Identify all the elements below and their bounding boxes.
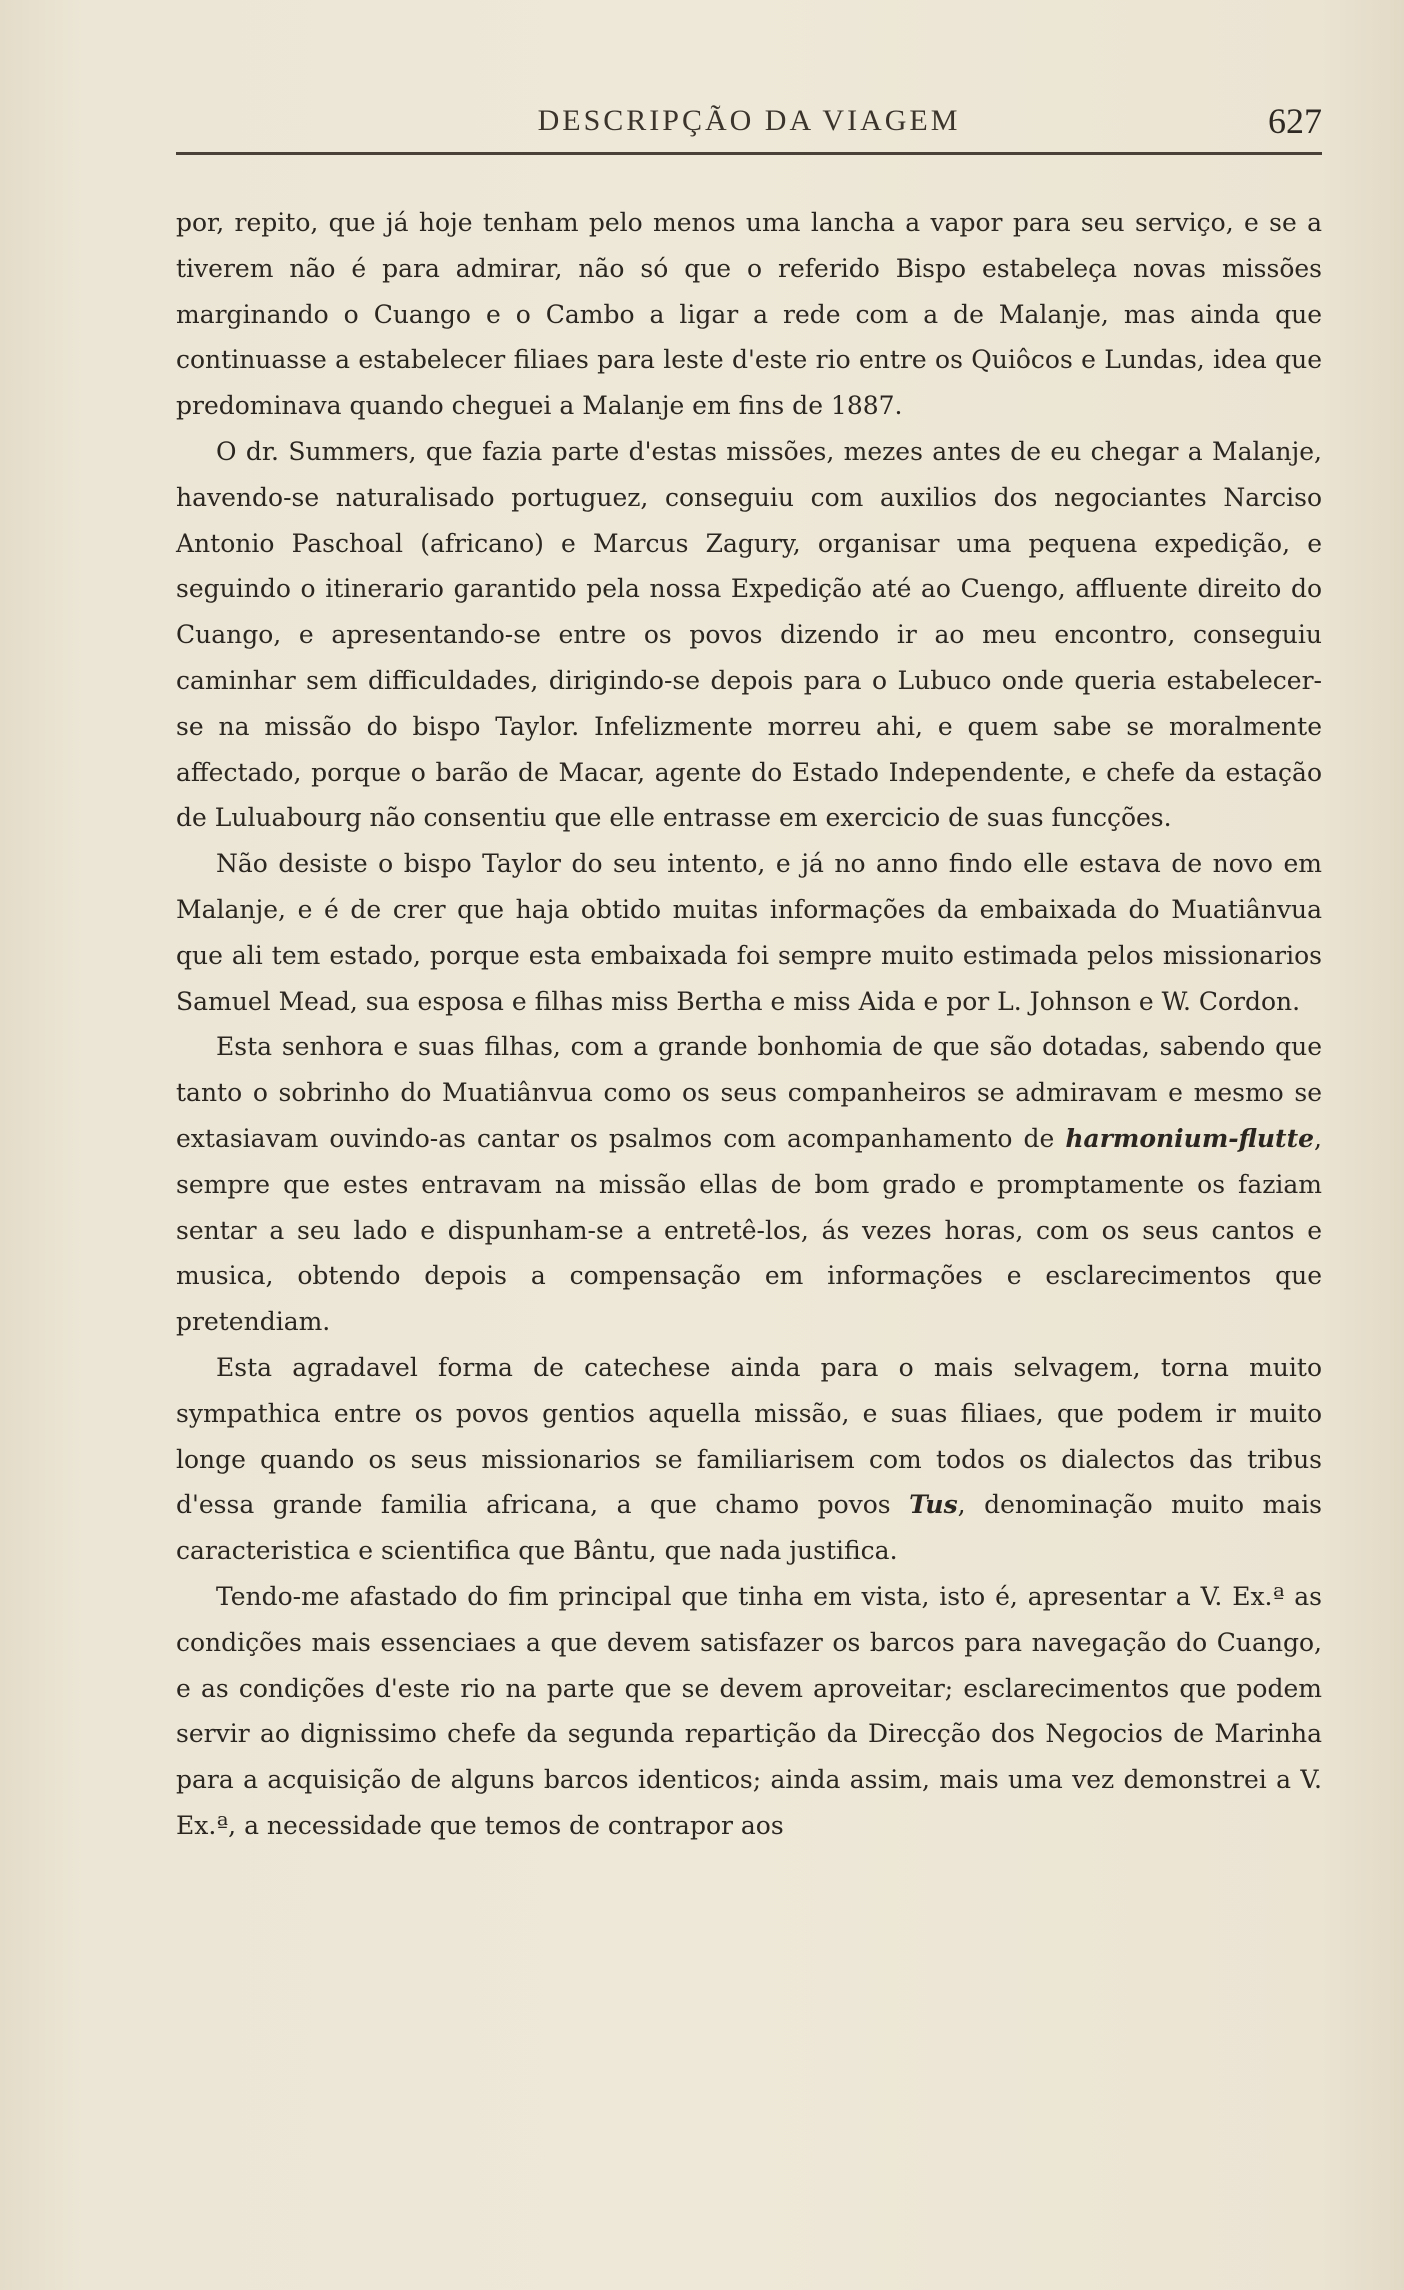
paragraph-6: Tendo-me afastado do fim principal que tinha em vista, isto é, apresentar a V. Ex.ª as condições mais essenciaes a que devem satisfazer os barcos para navegação do Cuango, e as condições d'este rio na parte que se devem aproveitar; esclarecimentos que podem servir ao dignissimo chefe da segunda repartição da Direcção dos Negocios de Marinha para a acquisição de alguns barcos identicos; ainda assim, mais uma vez demonstrei a V. Ex.ª, a necessidade que temos de contrapor aos <box>176 1581 1322 1840</box>
running-title: DESCRIPÇÃO DA VIAGEM <box>537 104 961 137</box>
header-rule <box>176 152 1322 155</box>
paragraph-4-after: , sempre que estes entravam na missão ellas de bom grado e promptamente os faziam sentar a seu lado e dispunham-se a entretê-los, ás vezes horas, com os seus cantos e musica, obtendo depois a compensação em informações e esclarecimentos que pretendiam. <box>176 1123 1322 1337</box>
paragraph-4 <box>176 1024 1322 1345</box>
paragraph-5 <box>176 1345 1322 1574</box>
paragraph-1: por, repito, que já hoje tenham pelo menos uma lancha a vapor para seu serviço, e se a tiverem não é para admirar, não só que o referido Bispo estabeleça novas missões marginando o Cuango e o Cambo a ligar a rede com a de Malanje, mas ainda que continuasse a estabelecer filiaes para leste d'este rio entre os Quiôcos e Lundas, idea que predominava quando cheguei a Malanje em fins de 1887. <box>176 208 1322 421</box>
paragraph-5-before: Esta agradavel forma de catechese ainda para o mais selvagem, torna muito sympathica entre os povos gentios aquella missão, e suas filiaes, que podem ir muito longe quando os seus missionarios se familiarisem com todos os dialectos das tribus d'essa grande familia africana, a que chamo povos <box>176 1352 1322 1520</box>
page-header <box>176 100 1322 144</box>
paragraph-5-after: , denominação muito mais caracteristica e scientifica que Bântu, que nada justifica. <box>176 1490 1322 1566</box>
page-number: 627 <box>1268 101 1322 141</box>
body-text <box>176 200 1322 1849</box>
paragraph-3: Não desiste o bispo Taylor do seu intento, e já no anno findo elle estava de novo em Malanje, e é de crer que haja obtido muitas informações da embaixada do Muatiânvua que ali tem estado, porque esta embaixada foi sempre muito estimada pelos missionarios Samuel Mead, sua esposa e filhas miss Bertha e miss Aida e por L. Johnson e W. Cordon. <box>176 849 1322 1016</box>
paragraph-2: O dr. Summers, que fazia parte d'estas missões, mezes antes de eu chegar a Malanje, havendo-se naturalisado portuguez, conseguiu com auxilios dos negociantes Narciso Antonio Paschoal (africano) e Marcus Zagury, organisar uma pequena expedição, e seguindo o itinerario garantido pela nossa Expedição até ao Cuengo, affluente direito do Cuango, e apresentando-se entre os povos dizendo ir ao meu encontro, conseguiu caminhar sem difficuldades, dirigindo-se depois para o Lubuco onde queria estabelecer-se na missão do bispo Taylor. Infelizmente morreu ahi, e quem sabe se moralmente affectado, porque o barão de Macar, agente do Estado Independente, e chefe da estação de Luluabourg não consentiu que elle entrasse em exercicio de suas funcções. <box>176 436 1322 833</box>
paragraph-5-emphasis: Tus <box>909 1490 958 1520</box>
paragraph-4-emphasis: harmonium-flutte <box>1065 1123 1315 1153</box>
paragraph-4-before: Esta senhora e suas filhas, com a grande bonhomia de que são dotadas, sabendo que tanto o sobrinho do Muatiânvua como os seus companheiros se admiravam e mesmo se extasiavam ouvindo-as cantar os psalmos com acompanhamento de <box>176 1032 1322 1153</box>
